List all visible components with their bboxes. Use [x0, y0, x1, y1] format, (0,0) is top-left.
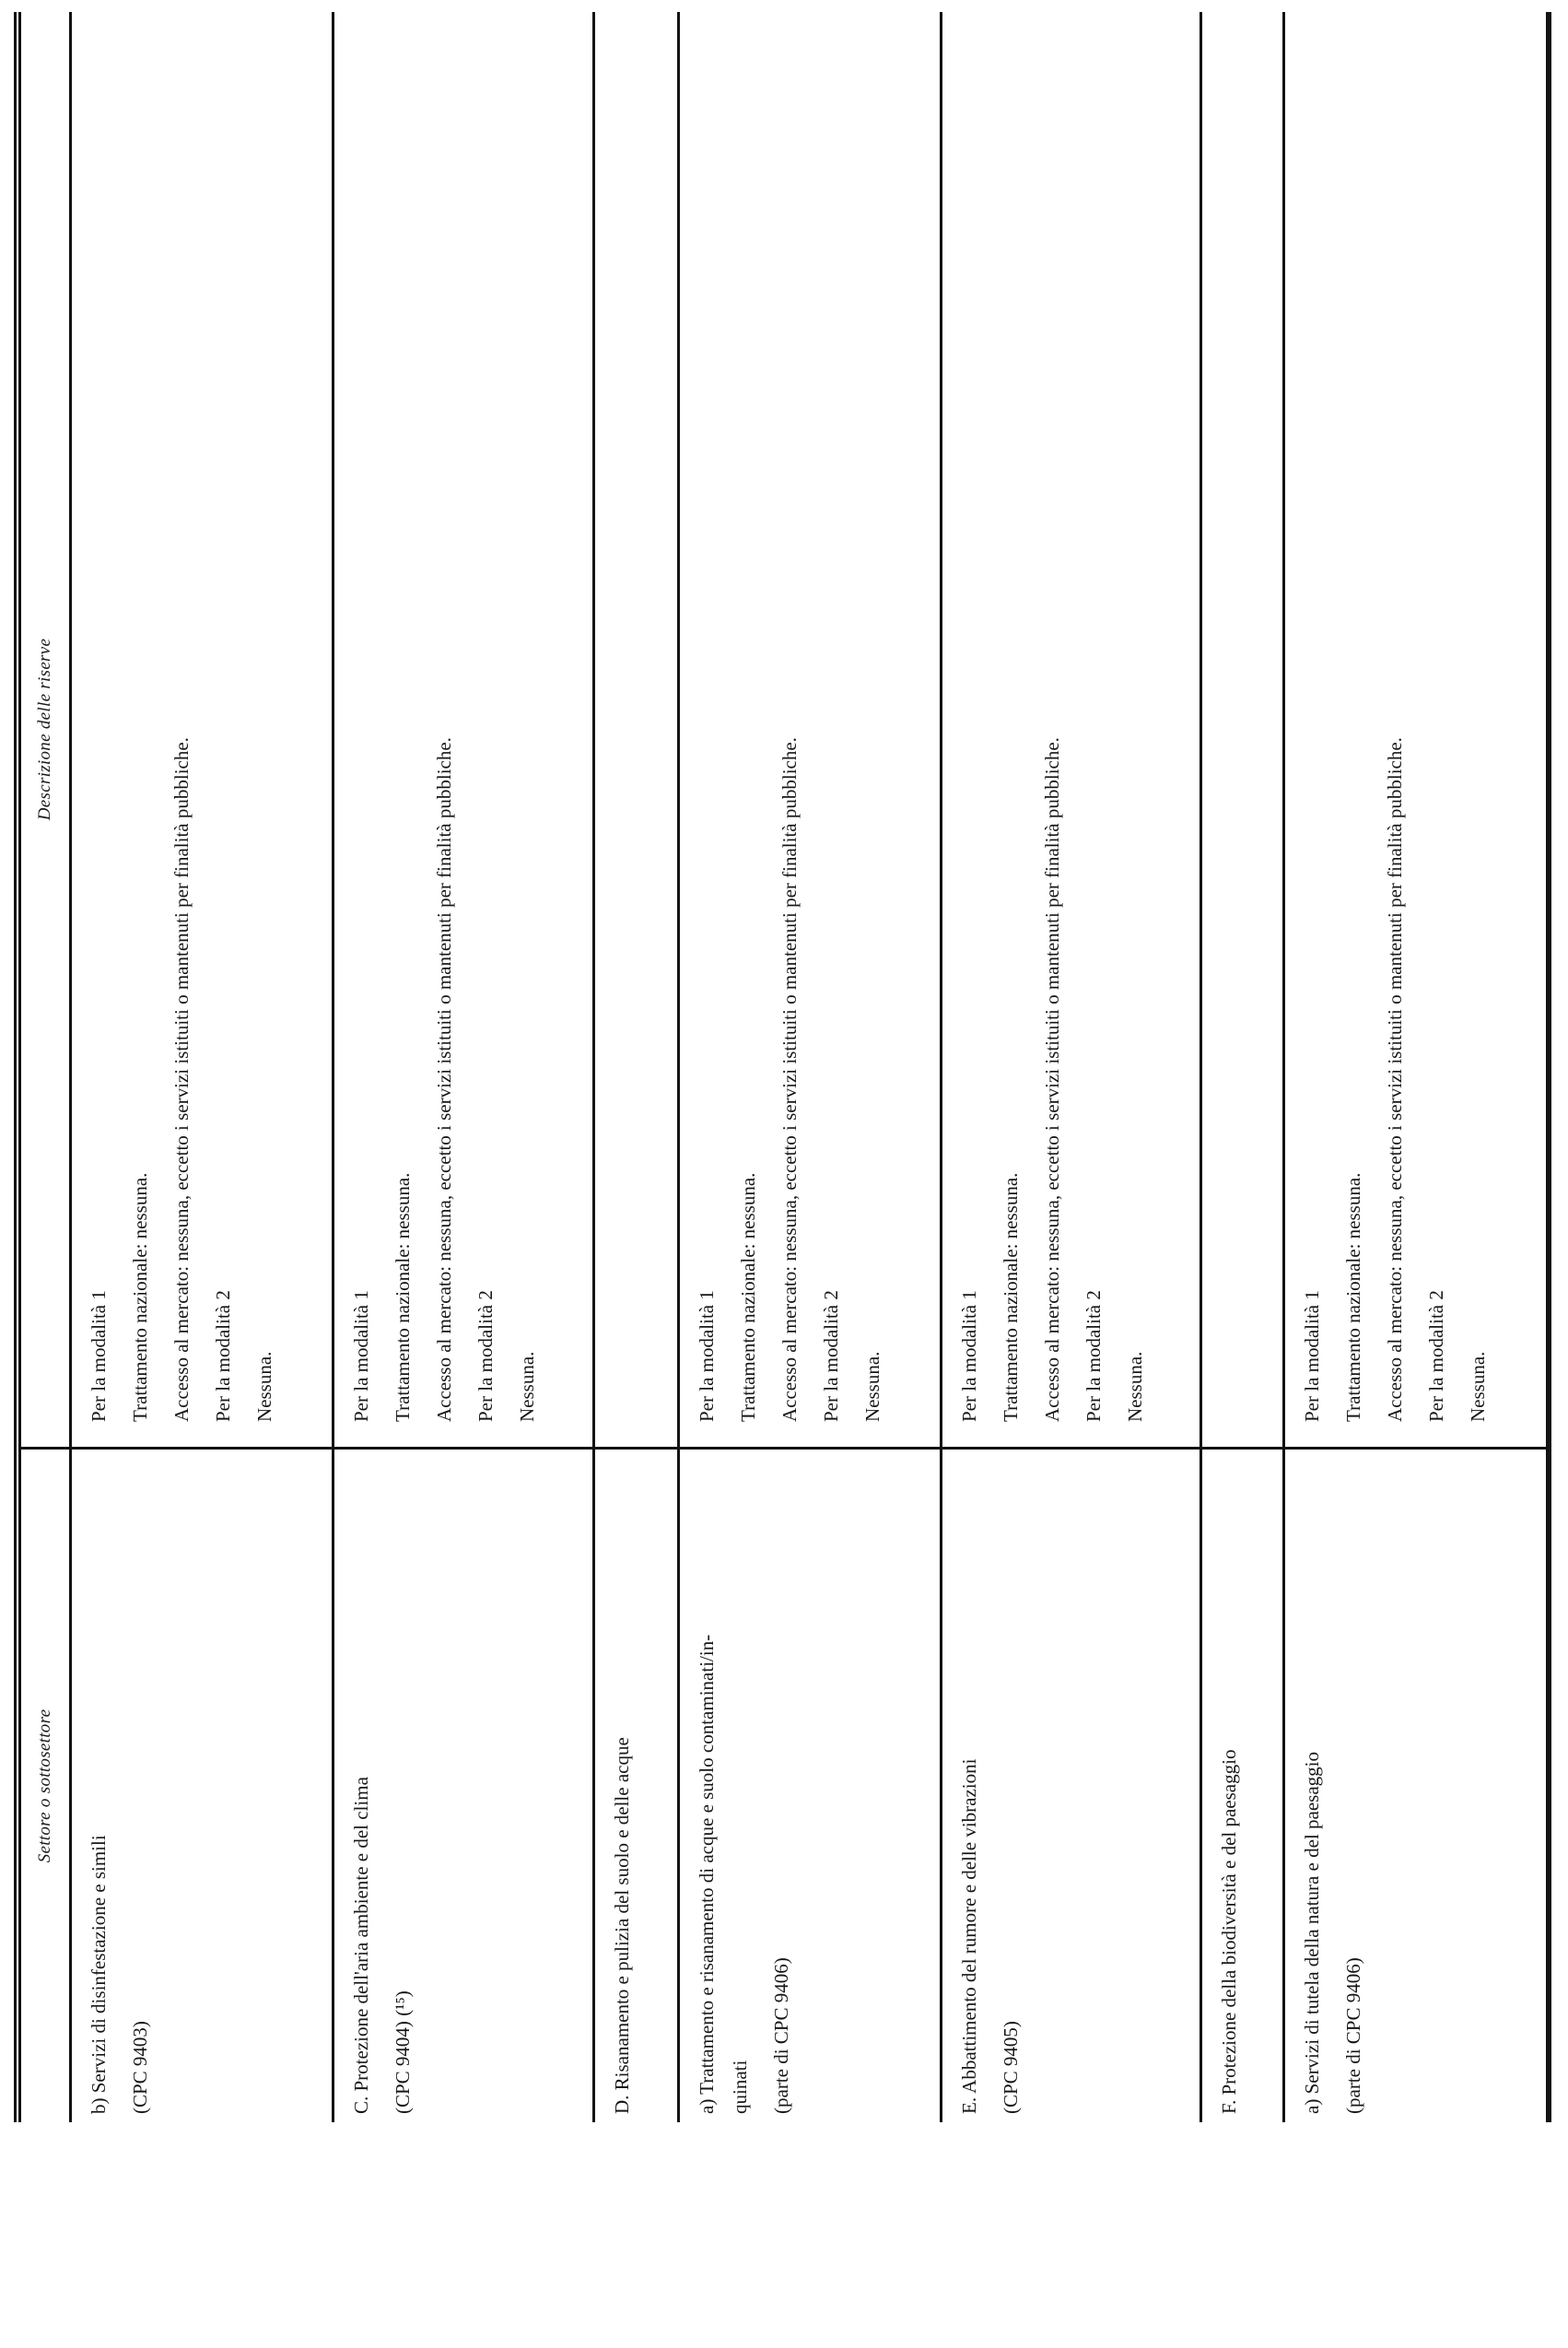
table-row	[1202, 12, 1285, 2122]
sector-cell	[680, 1447, 940, 2122]
sector-line: b) Servizi di disinfestazione e simili	[88, 1835, 110, 2114]
reserve-line: Nessuna.	[1123, 1351, 1146, 1422]
header-description-column: Descrizione delle riserve	[35, 638, 54, 821]
reserve-line: Trattamento nazionale: nessuna.	[391, 1172, 414, 1422]
header-sector-column: Settore o sottosettore	[21, 1447, 69, 2122]
table-row	[334, 12, 595, 2122]
sector-line: a) Trattamento e risanamento di acque e suolo contaminati/in-	[696, 1634, 718, 2114]
reserve-line: Per la modalità 2	[474, 1290, 497, 1422]
table-row	[942, 12, 1202, 2122]
rotated-table-container	[14, 12, 1545, 2122]
sector-cell	[72, 1447, 332, 2122]
reservations-table	[14, 12, 1551, 2122]
reserve-line: Accesso al mercato: nessuna, eccetto i servizi istituiti o mantenuti per finalità pubbliche.	[778, 737, 801, 1422]
reserve-line: Accesso al mercato: nessuna, eccetto i servizi istituiti o mantenuti per finalità pubbliche.	[1383, 737, 1406, 1422]
reserve-line: Trattamento nazionale: nessuna.	[999, 1172, 1022, 1422]
reserve-line: Per la modalità 1	[958, 1290, 980, 1422]
table-row	[1285, 12, 1546, 2122]
reserve-line: Per la modalità 2	[1424, 1290, 1447, 1422]
description-cell	[1202, 12, 1282, 1447]
reserve-line: Per la modalità 1	[696, 1290, 718, 1422]
sector-line: (parte di CPC 9406)	[769, 1957, 792, 2114]
reserve-line: Trattamento nazionale: nessuna.	[1341, 1172, 1364, 1422]
description-cell	[680, 12, 940, 1447]
sector-line: a) Servizi di tutela della natura e del paesaggio	[1301, 1751, 1323, 2114]
description-cell	[334, 12, 592, 1447]
description-cell	[72, 12, 332, 1447]
reserve-line: Nessuna.	[252, 1351, 275, 1422]
sector-line: (CPC 9405)	[999, 2021, 1022, 2114]
reserve-line: Per la modalità 1	[88, 1290, 110, 1422]
sector-cell	[1285, 1447, 1546, 2122]
reserve-line: Per la modalità 2	[211, 1290, 234, 1422]
reserve-line: Nessuna.	[515, 1351, 538, 1422]
reserve-line: Per la modalità 2	[819, 1290, 842, 1422]
sector-line: (CPC 9403)	[128, 2021, 151, 2114]
sector-cell	[334, 1447, 592, 2122]
reserve-line: Accesso al mercato: nessuna, eccetto i servizi istituiti o mantenuti per finalità pubbliche.	[170, 737, 193, 1422]
reserve-line: Nessuna.	[860, 1351, 883, 1422]
table-row	[595, 12, 680, 2122]
reserve-line: Per la modalità 2	[1082, 1290, 1105, 1422]
description-cell	[595, 12, 677, 1447]
description-cell	[942, 12, 1199, 1447]
description-cell	[1285, 12, 1546, 1447]
sector-line: C. Protezione dell'aria ambiente e del clima	[350, 1777, 372, 2114]
reserve-line: Accesso al mercato: nessuna, eccetto i servizi istituiti o mantenuti per finalità pubbliche.	[1040, 737, 1063, 1422]
sector-cell	[942, 1447, 1199, 2122]
reserve-line: Accesso al mercato: nessuna, eccetto i servizi istituiti o mantenuti per finalità pubbliche.	[432, 737, 455, 1422]
sector-line: quinati	[728, 2060, 751, 2114]
reserve-line: Nessuna.	[1466, 1351, 1489, 1422]
sector-line: (parte di CPC 9406)	[1341, 1957, 1364, 2114]
reserve-line: Per la modalità 1	[1301, 1290, 1323, 1422]
sector-cell	[1202, 1447, 1282, 2122]
reserve-line: Trattamento nazionale: nessuna.	[128, 1172, 151, 1422]
sector-cell	[595, 1447, 677, 2122]
table-row	[680, 12, 942, 2122]
table-header-row	[21, 12, 72, 2122]
table-row	[72, 12, 334, 2122]
reserve-line: Per la modalità 1	[350, 1290, 372, 1422]
sector-line: E. Abbattimento del rumore e delle vibrazioni	[958, 1758, 980, 2114]
table-body	[72, 12, 1546, 2122]
sector-line: (CPC 9404) (¹⁵)	[391, 1990, 414, 2114]
reserve-line: Trattamento nazionale: nessuna.	[736, 1172, 759, 1422]
sector-line: D. Risanamento e pulizia del suolo e delle acque	[611, 1737, 633, 2114]
sector-line: F. Protezione della biodiversità e del paesaggio	[1218, 1749, 1240, 2114]
